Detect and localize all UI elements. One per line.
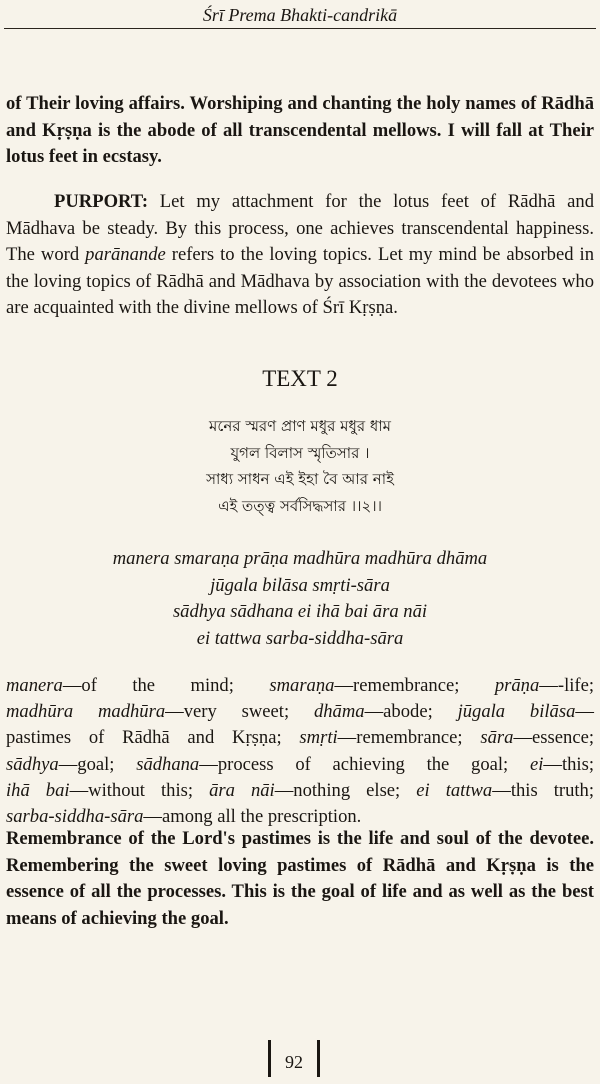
transliteration-line: jūgala bilāsa smṛti-sāra bbox=[210, 574, 390, 596]
bengali-verse bbox=[0, 413, 600, 519]
synonym-gloss: —-life; bbox=[539, 675, 595, 696]
running-header: Śrī Prema Bhakti-candrikā bbox=[4, 4, 596, 29]
purport-text-2: refers to the loving topics. Let my mind be absorbed in the loving topics of Rādhā and Mādhava by association with the devotees who are acquainted with the divine mellows of Śrī Kṛṣṇa. bbox=[6, 244, 594, 318]
synonym-gloss: — bbox=[575, 701, 594, 723]
synonym-gloss: —without this; bbox=[69, 779, 210, 801]
bengali-line: যুগল বিলাস স্মৃতিসার । bbox=[230, 443, 370, 462]
synonym-line bbox=[6, 778, 594, 804]
text-heading: TEXT 2 bbox=[262, 366, 338, 391]
synonym-term: ei bbox=[529, 753, 544, 775]
synonym-term: manera bbox=[6, 675, 63, 696]
synonym-term: madhūra madhūra bbox=[6, 701, 166, 723]
page-number: 92 bbox=[268, 1040, 320, 1077]
synonym-term: sādhya bbox=[6, 753, 59, 775]
verse-translation: Remembrance of the Lord's pastimes is the life and soul of the devotee. Remembering the sweet loving pastimes of Rādhā and Kṛṣṇa is the essence of all the processes. This is the goal of life and as well as the best means of achieving the goal. bbox=[6, 828, 594, 929]
purport-paragraph bbox=[6, 189, 594, 322]
purport-label: PURPORT: bbox=[54, 191, 149, 212]
synonym-gloss: pastimes of Rādhā and Kṛṣṇa; bbox=[6, 727, 300, 749]
transliteration-verse bbox=[0, 546, 600, 652]
synonym-line bbox=[6, 699, 594, 725]
synonyms-block bbox=[6, 673, 594, 830]
synonym-gloss: —remembrance; bbox=[334, 675, 495, 696]
synonym-term: sāra bbox=[480, 727, 514, 749]
synonym-term: dhāma bbox=[313, 701, 365, 723]
synonym-gloss: —abode; bbox=[364, 701, 458, 723]
synonym-gloss: —remembrance; bbox=[337, 727, 481, 749]
synonym-gloss: —this; bbox=[543, 753, 594, 775]
purport-text-1: Let my attachment for the lotus feet of Rādhā and Mādhava be steady. By this process, one achieves transcendental happiness. The word bbox=[6, 191, 594, 265]
transliteration-line: ei tattwa sarba-siddha-sāra bbox=[196, 627, 404, 649]
synonym-term: smaraṇa bbox=[269, 675, 335, 696]
transliteration-line: sādhya sādhana ei ihā bai āra nāi bbox=[172, 601, 428, 622]
synonym-gloss: —process of achieving the goal; bbox=[199, 753, 530, 775]
synonym-line bbox=[6, 673, 594, 699]
synonym-term: ei tattwa bbox=[416, 779, 493, 801]
purport-term: parānande bbox=[85, 244, 166, 265]
bengali-line: এই তত্ত্ব সর্বসিদ্ধসার ।।২।। bbox=[218, 496, 382, 515]
bengali-line: সাধ্য সাধন এই ইহা বৈ আর নাই bbox=[206, 470, 394, 488]
synonym-term: prāṇa bbox=[494, 675, 540, 696]
synonym-gloss: —nothing else; bbox=[274, 779, 417, 801]
intro-translation: of Their loving affairs. Worshiping and chanting the holy names of Rādhā and Kṛṣṇa is the abode of all transcendental mellows. I will fall at Their lotus feet in ecstasy. bbox=[6, 93, 594, 167]
transliteration-line: manera smaraṇa prāṇa madhūra madhūra dhāma bbox=[112, 548, 488, 569]
synonym-gloss: —very sweet; bbox=[165, 701, 314, 723]
synonym-term: smṛti bbox=[299, 727, 338, 749]
synonym-gloss: —this truth; bbox=[492, 779, 594, 801]
synonym-term: ihā bai bbox=[6, 779, 70, 801]
synonym-term: āra nāi bbox=[209, 779, 275, 801]
bengali-line: মনের স্মরণ প্রাণ মধুর মধুর ধাম bbox=[209, 417, 391, 435]
synonym-line bbox=[6, 752, 594, 778]
synonym-gloss: —of the mind; bbox=[62, 675, 270, 696]
synonym-term: sarba-siddha-sāra bbox=[6, 806, 144, 828]
synonym-gloss: —goal; bbox=[58, 753, 137, 775]
synonym-line bbox=[6, 725, 594, 751]
synonym-gloss: —essence; bbox=[513, 727, 594, 749]
synonym-gloss: —among all the prescription. bbox=[143, 806, 362, 828]
synonym-term: jūgala bilāsa bbox=[457, 701, 576, 723]
synonym-term: sādhana bbox=[136, 753, 200, 775]
